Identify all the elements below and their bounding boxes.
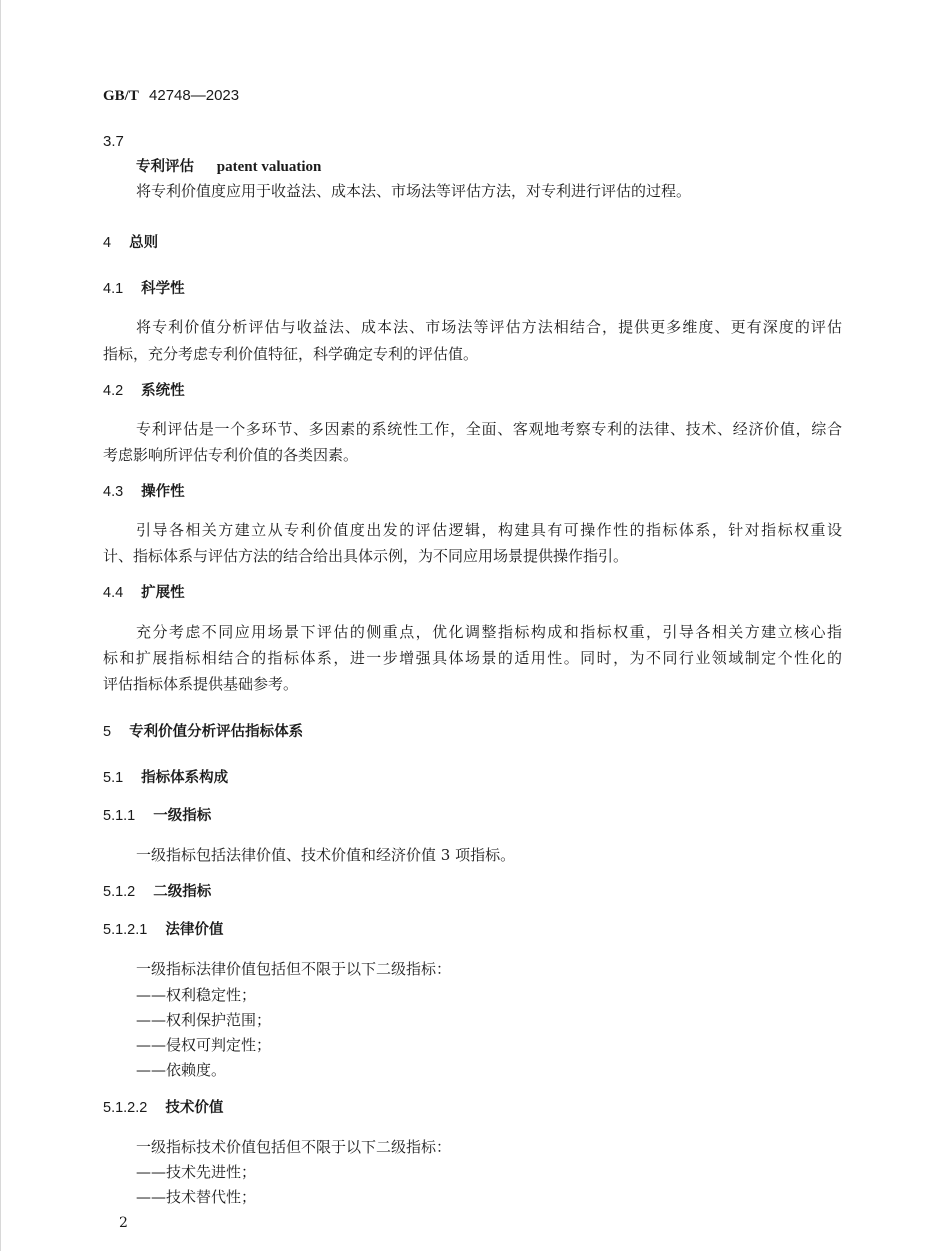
section-heading-4 <box>103 233 158 253</box>
list-intro: 一级指标技术价值包括但不限于以下二级指标： <box>136 1138 452 1156</box>
section-title: 一级指标 <box>153 808 212 824</box>
section-number: 5.1.2 <box>103 884 136 900</box>
list-item: ——侵权可判定性； <box>136 1036 272 1054</box>
term-definition: 将专利价值度应用于收益法、成本法、市场法等评估方法，对专利进行评估的过程。 <box>136 182 692 200</box>
paragraph-line: 指标，充分考虑专利价值特征，科学确定专利的评估值。 <box>103 345 479 363</box>
term-entry <box>136 156 321 177</box>
paragraph-line: 专利评估是一个多环节、多因素的系统性工作，全面、客观地考察专利的法律、技术、经济价值，综合 <box>136 420 842 438</box>
section-title: 系统性 <box>141 383 185 399</box>
section-number: 5.1.2.1 <box>103 922 148 938</box>
section-title: 技术价值 <box>165 1100 224 1116</box>
list-item: ——技术先进性； <box>136 1163 257 1181</box>
section-title: 操作性 <box>141 484 185 500</box>
section-number: 4.1 <box>103 281 124 297</box>
paragraph-line: 考虑影响所评估专利价值的各类因素。 <box>103 446 359 464</box>
standard-code <box>103 86 239 106</box>
section-heading-4-3 <box>103 482 185 502</box>
section-heading-5-1-1 <box>103 806 211 826</box>
paragraph-line: 评估指标体系提供基础参考。 <box>103 675 299 693</box>
term-en: patent valuation <box>216 159 322 175</box>
list-item: ——权利稳定性； <box>136 986 257 1004</box>
list-item: ——权利保护范围； <box>136 1011 272 1029</box>
section-heading-5-1 <box>103 768 228 788</box>
section-heading-5 <box>103 722 303 742</box>
section-title: 二级指标 <box>153 884 212 900</box>
section-number: 5.1.2.2 <box>103 1100 148 1116</box>
section-number: 4.3 <box>103 484 124 500</box>
section-heading-4-1 <box>103 279 185 299</box>
section-number: 5 <box>103 724 112 740</box>
list-intro: 一级指标法律价值包括但不限于以下二级指标： <box>136 960 452 978</box>
section-title: 总则 <box>129 235 159 251</box>
paragraph-line: 一级指标包括法律价值、技术价值和经济价值 3 项指标。 <box>136 846 516 864</box>
section-number: 5.1.1 <box>103 808 136 824</box>
section-number: 4.2 <box>103 383 124 399</box>
clause-number-3-7: 3.7 <box>103 133 124 150</box>
list-item: ——依赖度。 <box>136 1061 227 1079</box>
section-heading-5-1-2-2 <box>103 1098 223 1118</box>
page-number: 2 <box>119 1215 128 1231</box>
standard-code-prefix: GB/T <box>103 88 139 104</box>
section-heading-4-2 <box>103 381 185 401</box>
paragraph-line: 充分考虑不同应用场景下评估的侧重点，优化调整指标构成和指标权重，引导各相关方建立核心指 <box>136 623 842 641</box>
paragraph-line: 计、指标体系与评估方法的结合给出具体示例，为不同应用场景提供操作指引。 <box>103 547 629 565</box>
section-heading-5-1-2-1 <box>103 920 223 940</box>
section-number: 4.4 <box>103 585 124 601</box>
term-zh: 专利评估 <box>136 159 194 175</box>
section-title: 扩展性 <box>141 585 185 601</box>
section-heading-5-1-2 <box>103 882 211 902</box>
paragraph-line: 引导各相关方建立从专利价值度出发的评估逻辑，构建具有可操作性的指标体系，针对指标权重设 <box>136 521 842 539</box>
section-heading-4-4 <box>103 583 185 603</box>
section-title: 法律价值 <box>165 922 224 938</box>
paragraph-line: 将专利价值分析评估与收益法、成本法、市场法等评估方法相结合，提供更多维度、更有深度的评估 <box>136 318 842 336</box>
standard-code-number: 42748—2023 <box>149 87 240 104</box>
section-number: 5.1 <box>103 770 124 786</box>
section-title: 专利价值分析评估指标体系 <box>129 724 304 740</box>
list-item: ——技术替代性； <box>136 1188 257 1206</box>
section-title: 科学性 <box>141 281 185 297</box>
section-title: 指标体系构成 <box>141 770 229 786</box>
paragraph-line: 标和扩展指标相结合的指标体系，进一步增强具体场景的适用性。同时，为不同行业领域制定个性化的 <box>103 649 842 667</box>
page-edge <box>0 0 1 1251</box>
section-number: 4 <box>103 235 112 251</box>
